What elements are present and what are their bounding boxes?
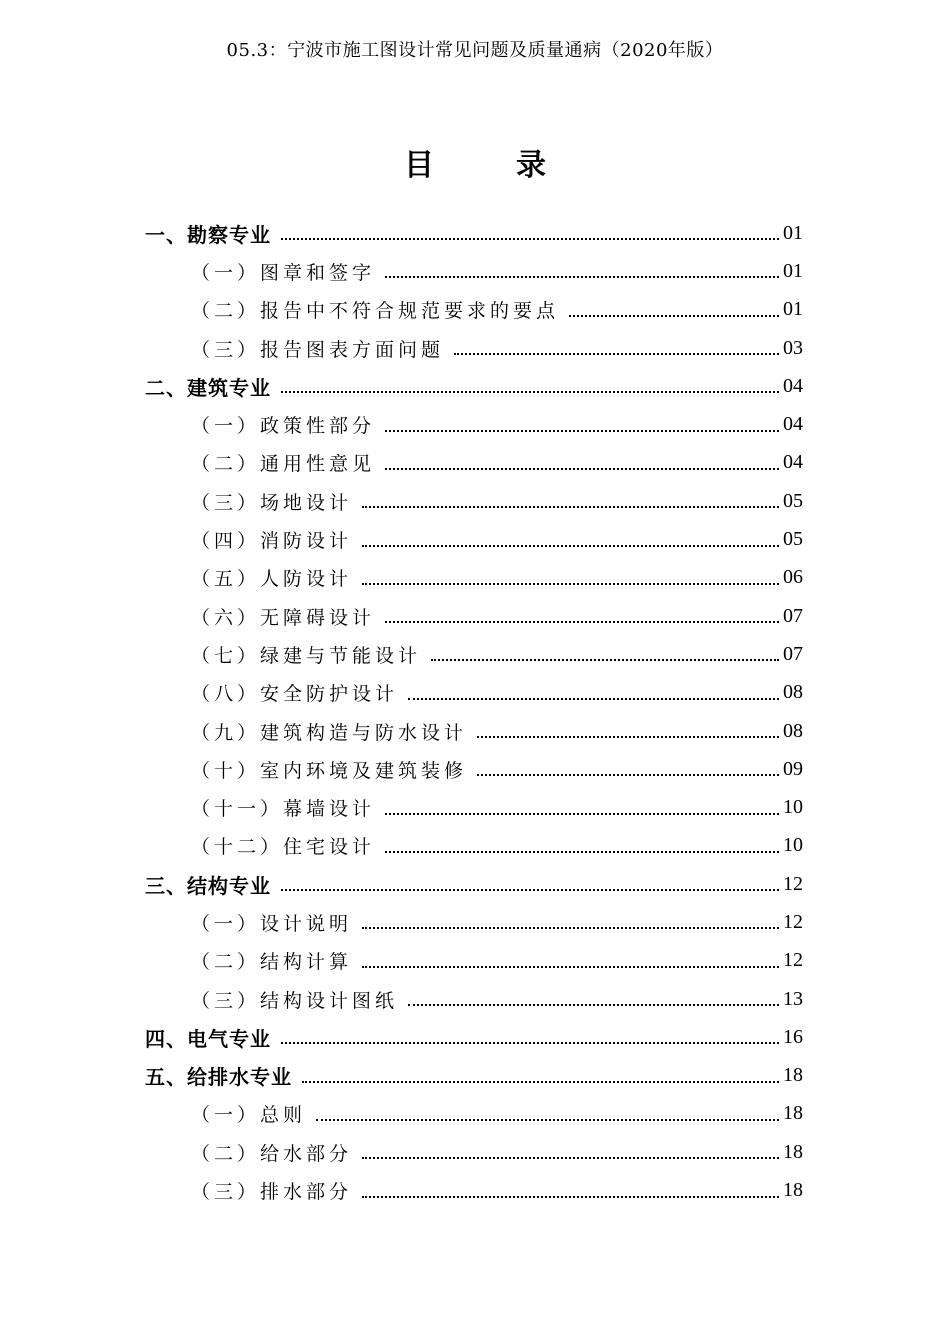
page-title: 目 录 bbox=[404, 148, 572, 183]
dot-leader bbox=[362, 1196, 779, 1198]
toc-entry-label: 三、结构专业 bbox=[145, 873, 271, 898]
toc-entry-label: （十二）住宅设计 bbox=[191, 836, 376, 859]
toc-page-number: 05 bbox=[783, 489, 803, 512]
toc-entry-label: （十一）幕墙设计 bbox=[191, 798, 376, 821]
toc-page-number: 10 bbox=[783, 834, 803, 857]
dot-leader bbox=[362, 927, 779, 929]
toc-page-number: 12 bbox=[783, 949, 803, 972]
toc-subsection-entry[interactable] bbox=[145, 520, 803, 558]
dot-leader bbox=[477, 736, 779, 738]
running-header: 05.3：宁波市施工图设计常见问题及质量通病（2020年版） bbox=[226, 40, 724, 61]
table-of-contents bbox=[145, 214, 803, 1210]
dot-leader bbox=[281, 391, 779, 393]
dot-leader bbox=[385, 813, 779, 815]
toc-subsection-entry[interactable] bbox=[145, 252, 803, 290]
toc-subsection-entry[interactable] bbox=[145, 712, 803, 750]
toc-page-number: 01 bbox=[783, 298, 803, 321]
dot-leader bbox=[454, 353, 779, 355]
toc-subsection-entry[interactable] bbox=[145, 597, 803, 635]
toc-section-entry[interactable] bbox=[145, 214, 803, 252]
toc-subsection-entry[interactable] bbox=[145, 788, 803, 826]
toc-entry-label: （三）结构设计图纸 bbox=[191, 989, 399, 1012]
toc-entry-label: （三）报告图表方面问题 bbox=[191, 338, 445, 361]
dot-leader bbox=[385, 851, 779, 853]
toc-subsection-entry[interactable] bbox=[145, 635, 803, 673]
toc-page-number: 09 bbox=[783, 757, 803, 780]
toc-entry-label: （九）建筑构造与防水设计 bbox=[191, 721, 468, 744]
dot-leader bbox=[431, 659, 779, 661]
toc-page-number: 18 bbox=[783, 1140, 803, 1163]
toc-entry-label: （三）场地设计 bbox=[191, 491, 353, 514]
dot-leader bbox=[281, 1042, 779, 1044]
toc-page-number: 08 bbox=[783, 719, 803, 742]
toc-entry-label: 五、给排水专业 bbox=[145, 1065, 292, 1090]
toc-page-number: 07 bbox=[783, 604, 803, 627]
toc-subsection-entry[interactable] bbox=[145, 291, 803, 329]
dot-leader bbox=[281, 889, 779, 891]
dot-leader bbox=[569, 315, 779, 317]
toc-entry-label: 四、电气专业 bbox=[145, 1026, 271, 1051]
toc-page-number: 13 bbox=[783, 987, 803, 1010]
toc-entry-label: （六）无障碍设计 bbox=[191, 606, 376, 629]
toc-subsection-entry[interactable] bbox=[145, 1095, 803, 1133]
toc-subsection-entry[interactable] bbox=[145, 942, 803, 980]
toc-entry-label: （七）绿建与节能设计 bbox=[191, 644, 422, 667]
toc-entry-label: （二）结构计算 bbox=[191, 951, 353, 974]
dot-leader bbox=[362, 1157, 779, 1159]
toc-page-number: 16 bbox=[783, 1025, 803, 1048]
toc-page-number: 04 bbox=[783, 413, 803, 436]
toc-page-number: 03 bbox=[783, 336, 803, 359]
toc-entry-label: （二）通用性意见 bbox=[191, 453, 376, 476]
dot-leader bbox=[477, 774, 779, 776]
toc-subsection-entry[interactable] bbox=[145, 827, 803, 865]
toc-subsection-entry[interactable] bbox=[145, 1133, 803, 1171]
toc-page-number: 12 bbox=[783, 872, 803, 895]
toc-page-number: 08 bbox=[783, 681, 803, 704]
toc-entry-label: （一）政策性部分 bbox=[191, 415, 376, 438]
toc-subsection-entry[interactable] bbox=[145, 559, 803, 597]
toc-entry-label: 二、建筑专业 bbox=[145, 375, 271, 400]
toc-page-number: 18 bbox=[783, 1102, 803, 1125]
toc-page-number: 18 bbox=[783, 1064, 803, 1087]
toc-subsection-entry[interactable] bbox=[145, 750, 803, 788]
toc-entry-label: （八）安全防护设计 bbox=[191, 683, 399, 706]
toc-subsection-entry[interactable] bbox=[145, 329, 803, 367]
dot-leader bbox=[362, 966, 779, 968]
dot-leader bbox=[408, 1004, 779, 1006]
dot-leader bbox=[281, 238, 779, 240]
toc-entry-label: （一）设计说明 bbox=[191, 912, 353, 935]
toc-entry-label: （一）总则 bbox=[191, 1104, 307, 1127]
toc-page-number: 04 bbox=[783, 374, 803, 397]
toc-page-number: 18 bbox=[783, 1179, 803, 1202]
toc-section-entry[interactable] bbox=[145, 1018, 803, 1056]
toc-entry-label: （一）图章和签字 bbox=[191, 261, 376, 284]
dot-leader bbox=[385, 430, 779, 432]
toc-entry-label: 一、勘察专业 bbox=[145, 222, 271, 247]
toc-page-number: 10 bbox=[783, 796, 803, 819]
toc-entry-label: （二）报告中不符合规范要求的要点 bbox=[191, 300, 560, 323]
dot-leader bbox=[316, 1119, 779, 1121]
toc-page-number: 07 bbox=[783, 642, 803, 665]
toc-section-entry[interactable] bbox=[145, 367, 803, 405]
toc-subsection-entry[interactable] bbox=[145, 1171, 803, 1209]
toc-subsection-entry[interactable] bbox=[145, 980, 803, 1018]
toc-page-number: 04 bbox=[783, 451, 803, 474]
toc-section-entry[interactable] bbox=[145, 865, 803, 903]
dot-leader bbox=[408, 698, 779, 700]
toc-subsection-entry[interactable] bbox=[145, 405, 803, 443]
toc-page-number: 12 bbox=[783, 910, 803, 933]
dot-leader bbox=[362, 545, 779, 547]
dot-leader bbox=[302, 1081, 779, 1083]
dot-leader bbox=[385, 621, 779, 623]
dot-leader bbox=[362, 506, 779, 508]
toc-subsection-entry[interactable] bbox=[145, 482, 803, 520]
toc-subsection-entry[interactable] bbox=[145, 674, 803, 712]
toc-page-number: 05 bbox=[783, 528, 803, 551]
toc-page-number: 06 bbox=[783, 566, 803, 589]
toc-subsection-entry[interactable] bbox=[145, 903, 803, 941]
dot-leader bbox=[362, 583, 779, 585]
toc-entry-label: （十）室内环境及建筑装修 bbox=[191, 759, 468, 782]
toc-page-number: 01 bbox=[783, 221, 803, 244]
toc-entry-label: （四）消防设计 bbox=[191, 530, 353, 553]
toc-entry-label: （三）排水部分 bbox=[191, 1181, 353, 1204]
toc-entry-label: （五）人防设计 bbox=[191, 568, 353, 591]
toc-section-entry[interactable] bbox=[145, 1057, 803, 1095]
toc-page-number: 01 bbox=[783, 259, 803, 282]
toc-entry-label: （二）给水部分 bbox=[191, 1142, 353, 1165]
toc-subsection-entry[interactable] bbox=[145, 444, 803, 482]
dot-leader bbox=[385, 276, 779, 278]
dot-leader bbox=[385, 468, 779, 470]
